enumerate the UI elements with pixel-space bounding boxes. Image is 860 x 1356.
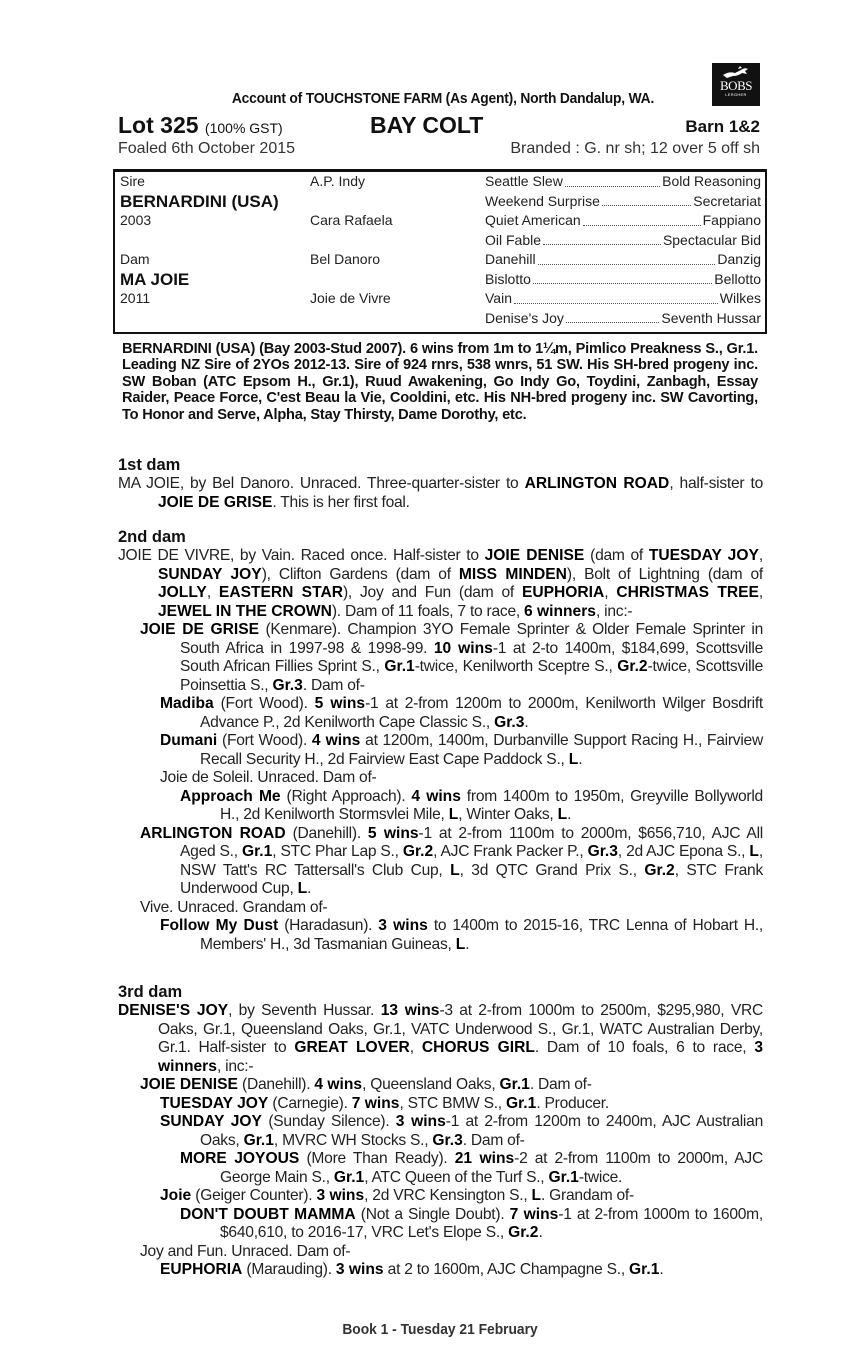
entry-text: -1 at 2-from 1200m to 2000m, Kenilworth Wilger Bosdrift Advance P., 2d Kenilworth Cape Classic S., <box>200 695 763 731</box>
entry-text: (Haradasun). <box>278 917 379 934</box>
bold-text: JEWEL IN THE CROWN <box>158 602 332 620</box>
ancestor-name: Weekend Surprise <box>485 192 600 209</box>
first-dam-section <box>118 456 763 512</box>
ancestor-pair <box>485 231 761 251</box>
entry-text: -1 at 2-from 1100m to 2000m, $656,710, AJC All Aged S., <box>180 824 763 860</box>
entry-text: . <box>659 1261 664 1278</box>
bold-text: L <box>455 935 466 953</box>
bold-text: 21 wins <box>454 1150 515 1167</box>
entry-text: (Carnegie). <box>268 1094 352 1112</box>
entry-text: , inc:- <box>595 602 633 620</box>
dam-dam: Joie de Vivre <box>310 290 391 306</box>
dam-year: 2011 <box>120 290 151 306</box>
family-entry <box>118 788 763 825</box>
family-entry <box>118 1076 763 1095</box>
lot-number: Lot 325 (100% GST) <box>118 112 283 138</box>
family-entry <box>118 1206 763 1243</box>
entry-text: , <box>206 584 219 601</box>
bold-text: 5 wins <box>314 695 366 712</box>
entry-text: , 2d VRC Kensington S., <box>364 1187 532 1204</box>
family-entry <box>118 1002 763 1076</box>
bold-text: 7 wins <box>509 1205 559 1223</box>
entry-text: (Kenmare). Champion 3YO Female Sprinter & Older Female Sprinter in South Africa in 1997-98 & 1998-99. <box>180 621 764 657</box>
ancestor-pair <box>485 289 761 309</box>
bold-text: Gr.1 <box>505 1094 537 1112</box>
entry-text: . <box>567 806 572 823</box>
bold-text: Approach Me <box>180 787 281 805</box>
bold-text: JOIE DENISE <box>140 1076 238 1093</box>
bold-text: ARLINGTON ROAD <box>524 475 670 492</box>
bold-text: MISS MINDEN <box>458 565 567 583</box>
page-footer: Book 1 - Tuesday 21 February <box>342 1321 538 1338</box>
dot-leader <box>538 250 716 265</box>
bold-text: Gr.3 <box>272 676 303 694</box>
ancestor-sire: Secretariat <box>693 192 761 209</box>
entry-text: -twice, Kenilworth Sceptre S., <box>414 658 618 675</box>
bold-text: TUESDAY JOY <box>160 1094 269 1112</box>
entry-text: , 3d QTC Grand Prix S., <box>459 861 645 879</box>
bold-text: JOIE DE GRISE <box>158 493 273 511</box>
entry-text: , by Seventh Hussar. <box>228 1002 381 1019</box>
bold-text: 4 wins <box>311 732 361 749</box>
entry-text: (Danehill). <box>237 1076 315 1093</box>
bold-text: Gr.1 <box>241 843 273 860</box>
dam-heading: 1st dam <box>118 456 181 474</box>
bold-text: SUNDAY JOY <box>160 1113 262 1130</box>
sire-summary: BERNARDINI (USA) (Bay 2003-Stud 2007). 6 wins from 1m to 1¼m, Pimlico Preakness S., Gr.1. Leading NZ Sire of 2YOs 2012-13. Sire of 924 rnrs, 538 wnrs, 51 SW. His SH-bred progeny inc. SW Boban (ATC Epsom H., Gr.1), Ruud Awakening, Go Indy Go, Toydini, Zanbagh, Essay Raider, Peace Force, C'est Beau la Vie, Cooldini, etc. His NH-bred progeny inc. SW Cavorting, To Honor and Serve, Alpha, Stay Thirsty, Dame Dorothy, etc. <box>122 341 758 423</box>
entry-text: -3 at 2-from 1000m to 2500m, $295,980, VRC Oaks, Gr.1, Queensland Oaks, Gr.1, VATC Underwood S., Gr.1, WATC Australian Derby, Gr.1. Half-sister to <box>158 1002 763 1056</box>
entry-text: to 1400m to 2015-16, TRC Lenna of Hobart H., Members' H., 3d Tasmanian Guineas, <box>200 917 764 953</box>
entry-text: (Fort Wood). <box>217 732 312 749</box>
bold-text: Gr.3 <box>432 1131 463 1149</box>
colour-sex: BAY COLT <box>370 112 484 138</box>
entry-text: . Producer. <box>536 1094 609 1112</box>
dam-heading: 2nd dam <box>118 528 186 546</box>
ancestor-pair <box>485 309 761 329</box>
entry-text: . <box>578 750 583 768</box>
bold-text: CHRISTMAS TREE <box>616 584 759 601</box>
bold-text: L <box>557 806 568 823</box>
ancestor-sire: Seventh Hussar <box>661 309 761 326</box>
bold-text: Gr.1 <box>384 658 415 675</box>
bold-text: Gr.2 <box>402 843 434 860</box>
dam-name: MA JOIE <box>120 269 190 289</box>
bold-text: SUNDAY JOY <box>158 565 262 583</box>
ancestor-name: Bislotto <box>485 270 531 287</box>
entry-text: . Dam of 10 foals, 6 to race, <box>534 1039 755 1056</box>
bold-text: 13 wins <box>380 1002 440 1019</box>
entry-text: , 2d AJC Epona S., <box>617 843 750 860</box>
bold-text: 10 wins <box>433 639 493 657</box>
pedigree-table <box>113 169 767 334</box>
ancestor-name: Vain <box>485 290 512 306</box>
bold-text: L <box>749 843 759 860</box>
dot-leader <box>514 289 718 304</box>
bold-text: Gr.1 <box>333 1168 365 1186</box>
family-entry <box>118 1187 763 1206</box>
bold-text: JOIE DE GRISE <box>140 621 260 638</box>
entry-text: (dam of <box>584 547 649 564</box>
bold-text: 3 winners <box>158 1039 763 1075</box>
bold-text: Dumani <box>160 732 218 749</box>
entry-text: Vive. Unraced. Grandam of- <box>140 898 328 916</box>
entry-text: . This is her first foal. <box>272 493 410 511</box>
logo-text: BOBS <box>720 78 752 93</box>
family-entry <box>118 1113 763 1150</box>
bold-text: 5 wins <box>367 824 419 842</box>
dam-sire: Bel Danoro <box>310 251 381 267</box>
family-entry <box>118 547 763 621</box>
ancestor-pair <box>485 270 761 290</box>
family-entry <box>118 769 763 788</box>
entry-text: , ATC Queen of the Turf S., <box>364 1168 549 1186</box>
entry-text: , STC Phar Lap S., <box>272 843 403 860</box>
entry-text: ), Joy and Fun (dam of <box>342 584 522 601</box>
entry-text: -1 at 2-from 1000m to 1600m, $640,610, to 2016-17, VRC Let's Elope S., <box>220 1205 763 1241</box>
entry-text: MA JOIE, by Bel Danoro. Unraced. Three-quarter-sister to <box>118 475 525 492</box>
entry-text: (Danehill). <box>285 824 368 842</box>
entry-text: , <box>409 1039 422 1056</box>
entry-text: . <box>538 1224 543 1241</box>
ancestor-pair <box>485 192 761 212</box>
dot-leader <box>565 172 660 187</box>
entry-text: -1 at 2-to 1400m, $184,699, Scottsville South African Fillies Sprint S., <box>180 639 764 675</box>
bold-text: JOIE DENISE <box>484 547 585 564</box>
family-entry <box>118 899 763 918</box>
bold-text: MORE JOYOUS <box>180 1150 300 1167</box>
bold-text: CHORUS GIRL <box>421 1039 535 1056</box>
entry-text: . <box>465 935 470 953</box>
entry-text: Joy and Fun. Unraced. Dam of- <box>140 1242 351 1260</box>
sire-label: Sire <box>120 173 145 189</box>
family-entry <box>118 825 763 899</box>
entry-text: -twice. <box>578 1168 623 1186</box>
entry-text: , half-sister to <box>669 475 764 492</box>
bold-text: Gr.1 <box>629 1261 660 1278</box>
sire-sire: A.P. Indy <box>310 173 366 189</box>
entry-text: . Dam of- <box>529 1076 592 1093</box>
bold-text: L <box>531 1187 542 1204</box>
entry-text: . Dam of- <box>302 676 365 694</box>
sire-dam: Cara Rafaela <box>310 212 393 228</box>
dam-label: Dam <box>120 251 150 267</box>
bold-text: Gr.2 <box>644 861 675 879</box>
bold-text: TUESDAY JOY <box>648 547 759 564</box>
ancestor-name: Quiet American <box>485 212 581 228</box>
family-entry <box>118 917 763 954</box>
family-entry <box>118 1243 763 1262</box>
entry-text: , <box>604 584 617 601</box>
entry-text: Joie de Soleil. Unraced. Dam of- <box>160 769 377 786</box>
entry-text: , inc:- <box>216 1057 254 1075</box>
bold-text: 6 winners <box>524 602 596 620</box>
bold-text: 3 wins <box>378 917 428 934</box>
ancestor-name: Seattle Slew <box>485 173 563 189</box>
entry-text: , STC BMW S., <box>399 1094 506 1112</box>
entry-text: ). Dam of 11 foals, 7 to race, <box>331 602 525 620</box>
bold-text: 3 wins <box>395 1113 446 1130</box>
ancestor-sire: Wilkes <box>719 290 761 306</box>
entry-text: . Dam of- <box>462 1131 525 1149</box>
bold-text: EUPHORIA <box>521 584 605 601</box>
ancestor-name: Oil Fable <box>485 231 542 248</box>
bold-text: Follow My Dust <box>160 917 279 934</box>
entry-text: (Sunday Silence). <box>261 1113 396 1130</box>
entry-text: (Fort Wood). <box>213 695 315 712</box>
bold-text: 3 wins <box>335 1261 384 1278</box>
entry-text: (More Than Ready). <box>299 1150 455 1167</box>
entry-text: (Not a Single Doubt). <box>355 1205 510 1223</box>
bold-text: Gr.2 <box>617 658 648 675</box>
bold-text: Joie <box>160 1187 192 1204</box>
entry-text: -1 at 2-from 1200m to 2400m, AJC Australian Oaks, <box>200 1113 763 1149</box>
sire-name: BERNARDINI (USA) <box>120 191 279 211</box>
family-entry <box>118 621 763 695</box>
entry-text: (Right Approach). <box>280 787 412 805</box>
dot-leader <box>566 309 659 324</box>
bold-text: Gr.3 <box>494 713 525 731</box>
bold-text: GREAT LOVER <box>294 1039 410 1056</box>
entry-text: , Winter Oaks, <box>458 806 558 823</box>
entry-text: (Geiger Counter). <box>191 1187 317 1204</box>
dot-leader <box>583 211 701 226</box>
family-entry <box>118 1150 763 1187</box>
entry-text: from 1400m to 1950m, Greyville Bollyworld H., 2d Kenilworth Stormsvlei Mile, <box>220 787 763 823</box>
foaling-date: Foaled 6th October 2015 <box>118 140 296 157</box>
ancestor-name: Denise's Joy <box>485 309 564 326</box>
family-entry <box>118 475 763 512</box>
second-dam-section <box>118 528 763 954</box>
vendor-account: Account of TOUCHSTONE FARM (As Agent), North Dandalup, WA. <box>231 90 655 107</box>
ancestor-pair <box>485 172 761 192</box>
gst-note: (100% GST) <box>204 120 283 136</box>
bold-text: 7 wins <box>351 1094 400 1112</box>
entry-text: ), Clifton Gardens (dam of <box>261 565 459 583</box>
bold-text: DON'T DOUBT MAMMA <box>180 1205 356 1223</box>
logo-subtext: LERGHER <box>725 92 747 97</box>
bobs-lerghe-logo <box>712 63 760 106</box>
entry-text: , <box>758 584 764 601</box>
barn-location: Barn 1&2 <box>685 117 760 136</box>
entry-text: (Marauding). <box>242 1261 336 1278</box>
entry-text: . Grandam of- <box>541 1187 634 1204</box>
brand-marks: Branded : G. nr sh; 12 over 5 off sh <box>510 140 760 157</box>
entry-text: . <box>524 713 529 731</box>
family-entry <box>118 1095 763 1114</box>
bold-text: EASTERN STAR <box>218 584 343 601</box>
entry-text: JOIE DE VIVRE, by Vain. Raced once. Half-sister to <box>118 547 485 564</box>
bold-text: L <box>297 880 308 897</box>
dot-leader <box>533 270 712 285</box>
ancestor-sire: Bold Reasoning <box>662 173 761 189</box>
bold-text: ARLINGTON ROAD <box>140 824 286 842</box>
bold-text: Gr.1 <box>243 1131 274 1149</box>
entry-text: at 2 to 1600m, AJC Champagne S., <box>383 1261 630 1278</box>
third-dam-section <box>118 983 763 1280</box>
entry-text: , NSW Tatt's RC Tattersall's Club Cup, <box>180 843 763 879</box>
bold-text: L <box>568 750 579 768</box>
ancestor-name: Danehill <box>485 251 536 267</box>
bold-text: Gr.2 <box>508 1224 539 1241</box>
entry-text: , MVRC WH Stocks S., <box>273 1131 433 1149</box>
ancestor-sire: Bellotto <box>714 270 761 287</box>
bold-text: 3 wins <box>316 1187 365 1204</box>
entry-text: ), Bolt of Lightning (dam of <box>566 565 764 583</box>
bold-text: 4 wins <box>314 1076 363 1093</box>
bold-text: L <box>448 806 459 823</box>
entry-text: , Queensland Oaks, <box>362 1076 500 1093</box>
bold-text: Gr.1 <box>499 1076 530 1093</box>
bold-text: DENISE'S JOY <box>118 1002 229 1019</box>
bold-text: Madiba <box>160 695 214 712</box>
dot-leader <box>543 231 661 246</box>
bold-text: L <box>450 861 460 879</box>
entry-text: , STC Frank Underwood Cup, <box>180 861 763 897</box>
dam-heading: 3rd dam <box>118 983 183 1001</box>
bold-text: JOLLY <box>158 584 207 601</box>
ancestor-sire: Fappiano <box>702 212 761 228</box>
bold-text: Gr.3 <box>587 843 618 860</box>
bold-text: EUPHORIA <box>160 1261 243 1278</box>
entry-text: -2 at 2-from 1100m to 2000m, AJC George Main S., <box>220 1150 763 1186</box>
bold-text: Gr.1 <box>548 1168 579 1186</box>
ancestor-pair <box>485 250 761 270</box>
entry-text: -twice, Scottsville Poinsettia S., <box>180 658 763 694</box>
family-entry <box>118 1261 763 1280</box>
ancestor-sire: Spectacular Bid <box>662 231 761 248</box>
entry-text: at 1200m, 1400m, Durbanville Support Racing H., Fairview Recall Security H., 2d Fairview East Cape Paddock S., <box>200 732 763 768</box>
family-entry <box>118 732 763 769</box>
entry-text: , AJC Frank Packer P., <box>433 843 588 860</box>
entry-text: . <box>307 880 312 897</box>
bold-text: 4 wins <box>411 787 461 805</box>
family-entry <box>118 695 763 732</box>
sire-year: 2003 <box>120 212 152 228</box>
dot-leader <box>602 192 691 207</box>
ancestor-sire: Danzig <box>717 251 761 267</box>
entry-text: , <box>758 547 763 564</box>
ancestor-pair <box>485 211 761 231</box>
